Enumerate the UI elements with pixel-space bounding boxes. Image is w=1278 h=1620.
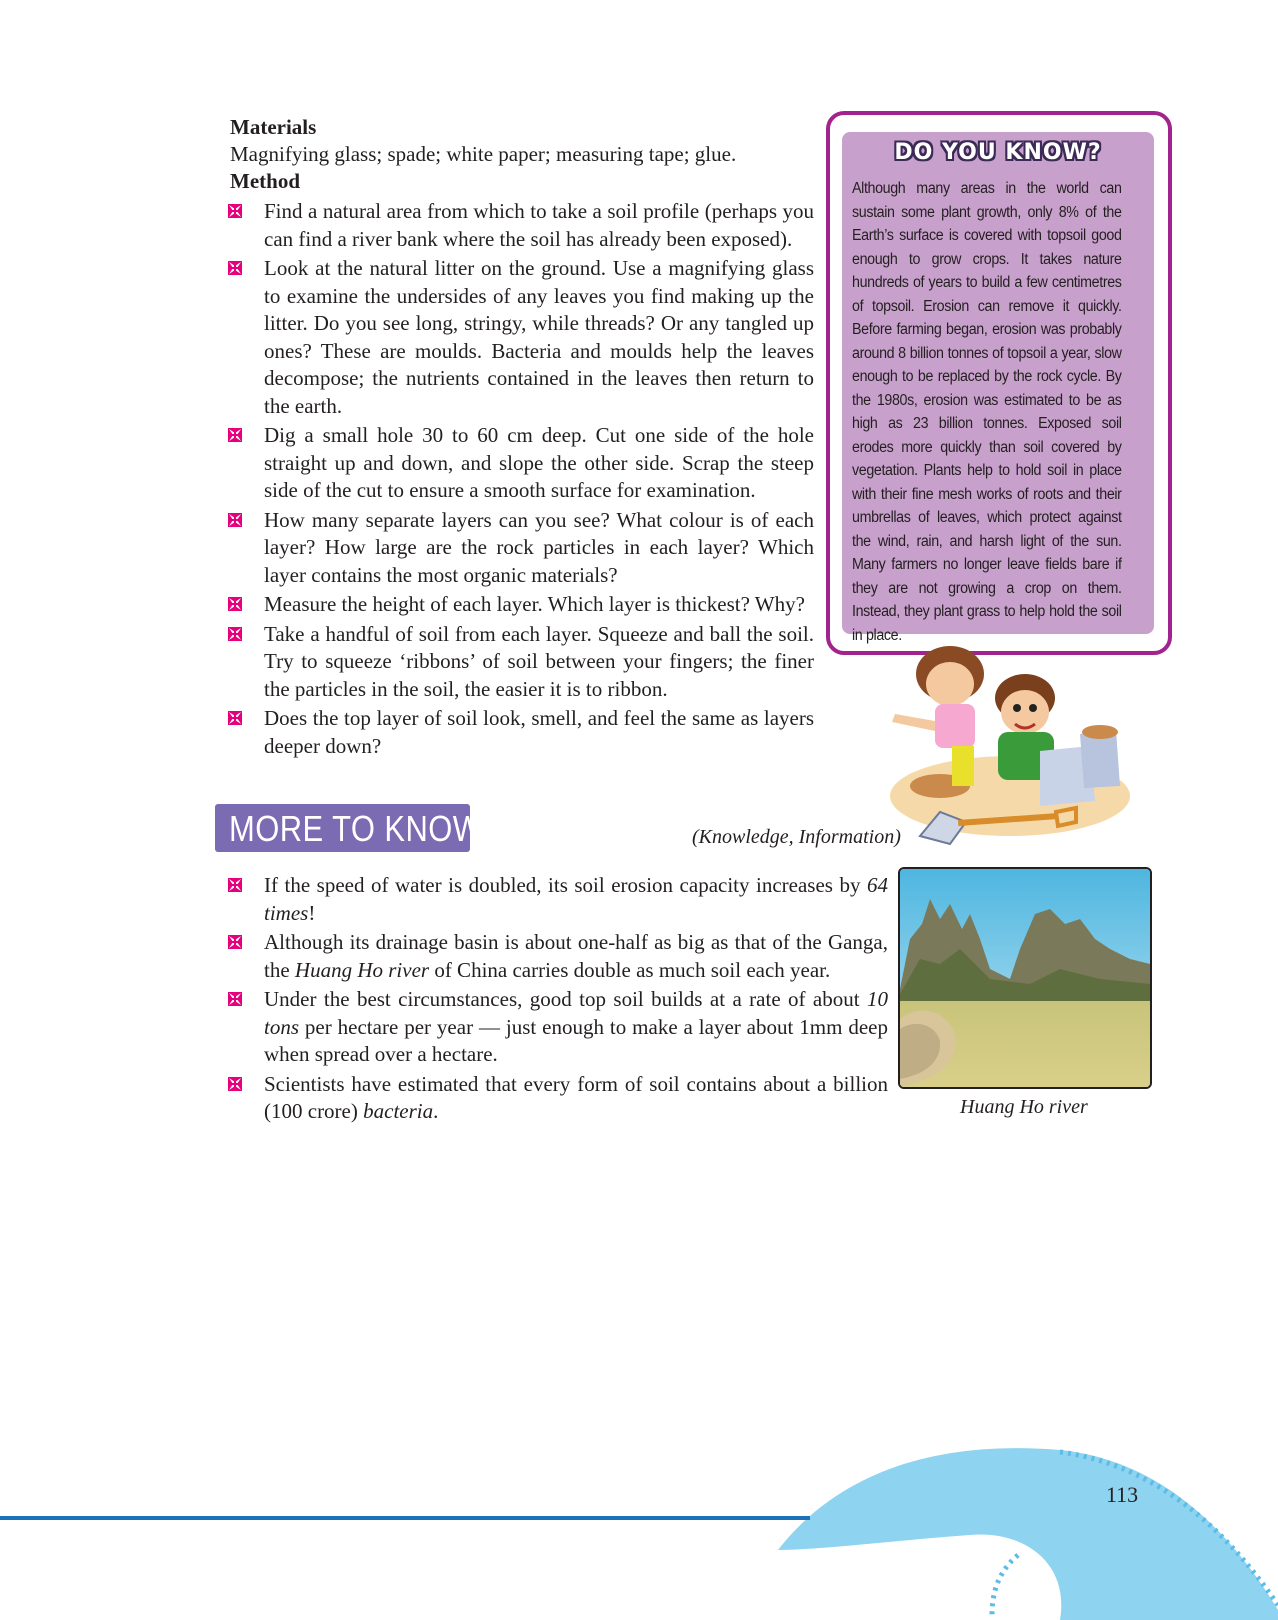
method-item-text: Measure the height of each layer. Which layer is thickest? Why? bbox=[264, 592, 805, 616]
huang-ho-river-photo bbox=[898, 867, 1152, 1089]
river-landscape-image bbox=[900, 869, 1150, 1087]
fact-text: Under the best circumstances, good top soil builds at a rate of about bbox=[264, 987, 867, 1011]
method-heading: Method bbox=[230, 169, 300, 193]
list-item bbox=[228, 198, 814, 253]
maltese-cross-bullet-icon bbox=[228, 627, 242, 641]
list-item bbox=[228, 255, 814, 420]
method-item-text: Does the top layer of soil look, smell, and feel the same as layers deeper down? bbox=[264, 706, 814, 758]
materials-heading: Materials bbox=[230, 115, 317, 139]
children-digging-illustration bbox=[880, 636, 1130, 846]
method-list bbox=[228, 198, 814, 762]
list-item bbox=[228, 507, 814, 590]
list-item bbox=[228, 872, 888, 927]
fact-text: Scientists have estimated that every form of soil contains about a billion (100 crore) bbox=[264, 1071, 888, 1123]
fact-text-end: of China carries double as much soil each year. bbox=[429, 957, 831, 982]
method-item-text: How many separate layers can you see? What colour is of each layer? How large are the rock particles in each layer? Which layer contains the most organic materials? bbox=[264, 507, 814, 587]
maltese-cross-bullet-icon bbox=[228, 204, 242, 218]
footer-rule bbox=[0, 1516, 810, 1520]
page-number: 113 bbox=[1106, 1482, 1139, 1507]
method-item-text: Take a handful of soil from each layer. Squeeze and ball the soil. Try to squeeze ‘ribbons’ of soil between your fingers; the finer the particles in the soil, the easier it is to ribbon. bbox=[264, 621, 814, 701]
do-you-know-text: Although many areas in the world can sustain some plant growth, only 8% of the Earth’s surface is covered with topsoil good enough to grow crops. It takes nature hundreds of years to build a few centimetres of topsoil. Erosion can remove it quickly. Before farming began, erosion was probably around 8 billion tonnes of topsoil a year, slow enough to be replaced by the rock cycle. By the 1980s, erosion was estimated to be as high as 23 billion tonnes. Exposed soil erodes more quickly than soil covered by vegetation. Plants help to hold soil in place with their fine mesh works of roots and their umbrellas of leaves, which protect against the wind, rain, and harsh light of the sun. Many farmers no longer leave fields bare if they are not growing a crop on them. Instead, they plant grass to help hold the soil in place. bbox=[852, 180, 1122, 644]
more-to-know-title: MORE TO KNOW bbox=[229, 808, 483, 849]
maltese-cross-bullet-icon bbox=[228, 1077, 242, 1091]
fact-emphasis: 10 tons bbox=[264, 987, 888, 1039]
maltese-cross-bullet-icon bbox=[228, 261, 242, 275]
maltese-cross-bullet-icon bbox=[228, 878, 242, 892]
maltese-cross-bullet-icon bbox=[228, 992, 242, 1006]
maltese-cross-bullet-icon bbox=[228, 428, 242, 442]
maltese-cross-bullet-icon bbox=[228, 935, 242, 949]
method-item-text: Look at the natural litter on the ground. Use a magnifying glass to examine the undersides of any leaves you find making up the litter. Do you see long, stringy, while threads? Or any tangled up ones? These are moulds. Bacteria and moulds help the leaves decompose; the nutrients contained in the leaves then return to the earth. bbox=[264, 256, 814, 418]
list-item bbox=[228, 621, 814, 704]
fact-text-end: . bbox=[433, 1099, 439, 1123]
list-item bbox=[228, 705, 814, 760]
list-item bbox=[228, 986, 888, 1069]
list-item bbox=[228, 929, 888, 984]
more-to-know-list bbox=[228, 872, 888, 1128]
more-to-know-subtitle: (Knowledge, Information) bbox=[692, 826, 901, 848]
decorative-wave bbox=[760, 1440, 1278, 1620]
fact-emphasis: 64 times bbox=[264, 873, 888, 925]
fact-text-end: per hectare per year — just enough to make a layer about 1mm deep when spread over a hectare. bbox=[264, 1014, 888, 1066]
list-item bbox=[228, 422, 814, 505]
method-item-text: Find a natural area from which to take a soil profile (perhaps you can find a river bank where the soil has already been exposed). bbox=[264, 199, 814, 251]
fact-emphasis: bacteria bbox=[363, 1099, 434, 1123]
fact-emphasis: Huang Ho river bbox=[294, 957, 430, 982]
fact-text-end: ! bbox=[308, 900, 316, 925]
fact-text: If the speed of water is doubled, its soil erosion capacity increases by bbox=[264, 873, 867, 897]
maltese-cross-bullet-icon bbox=[228, 711, 242, 725]
list-item bbox=[228, 1071, 888, 1126]
do-you-know-title: DO YOU KNOW? bbox=[894, 140, 1102, 165]
maltese-cross-bullet-icon bbox=[228, 597, 242, 611]
maltese-cross-bullet-icon bbox=[228, 513, 242, 527]
method-item-text: Dig a small hole 30 to 60 cm deep. Cut one side of the hole straight up and down, and slope the other side. Scrap the steep side of the cut to ensure a smooth surface for examination. bbox=[264, 423, 814, 502]
photo-caption: Huang Ho river bbox=[960, 1096, 1088, 1118]
materials-text: Magnifying glass; spade; white paper; measuring tape; glue. bbox=[230, 142, 737, 166]
fact-text: Although its drainage basin is about one-half as big as that of the Ganga, the bbox=[264, 930, 888, 982]
list-item bbox=[228, 591, 814, 619]
